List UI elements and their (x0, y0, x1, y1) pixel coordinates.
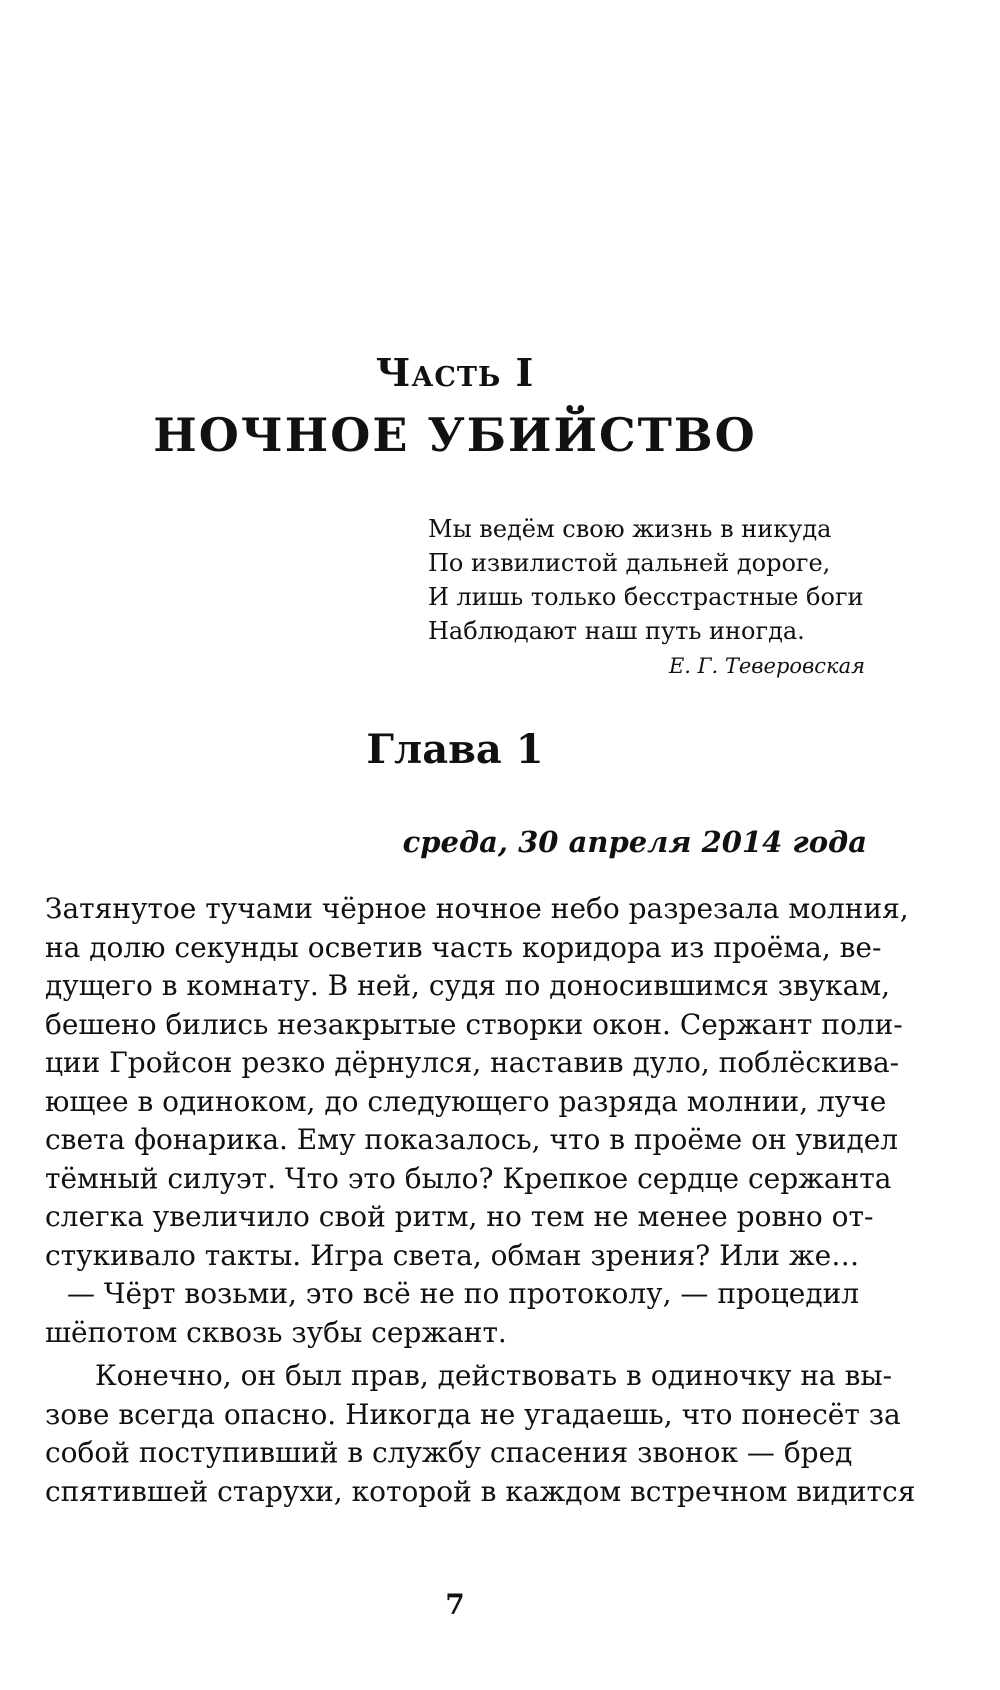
paragraph-start-line: Конечно, он был прав, действовать в одиночку на вы- (95, 1359, 893, 1392)
body-line: Затянутое тучами чёрное ночное небо разрезала молния, (45, 892, 909, 925)
body-line: бешено бились незакрытые створки окон. Сержант поли- (45, 1007, 903, 1041)
body-line: спятившей старухи, которой в каждом встречном видится (45, 1474, 916, 1508)
epigraph-line: Мы ведём свою жизнь в никуда (428, 515, 832, 543)
body-line: ющее в одиноком, до следующего разряда молнии, луче (45, 1084, 887, 1118)
dialog-line: — Чёрт возьми, это всё не по протоколу, — процедил (67, 1277, 860, 1310)
chapter-date: среда, 30 апреля 2014 года (402, 825, 867, 859)
body-line: шёпотом сквозь зубы сержант. (45, 1315, 507, 1349)
epigraph-line: По извилистой дальней дороге, (428, 549, 831, 577)
page-number: 7 (445, 1588, 465, 1621)
body-line: собой поступивший в службу спасения звонок — бред (45, 1436, 853, 1469)
body-line: тёмный силуэт. Что это было? Крепкое сердце сержанта (45, 1161, 892, 1195)
epigraph-line: И лишь только бесстрастные боги (428, 583, 864, 611)
body-line: ции Гройсон резко дёрнулся, наставив дуло, поблёскива- (45, 1046, 900, 1079)
body-line: дущего в комнату. В ней, судя по доносившимся звукам, (45, 969, 891, 1002)
epigraph-author: Е. Г. Теверовская (668, 654, 865, 678)
body-line: на долю секунды осветив часть коридора из проёма, ве- (45, 930, 882, 964)
part-label: Часть I (375, 350, 535, 395)
epigraph (428, 512, 878, 648)
body-text (45, 890, 916, 1511)
part-title: НОЧНОЕ УБИЙСТВО (153, 408, 757, 462)
epigraph-line: Наблюдают наш путь иногда. (428, 617, 805, 645)
body-line: света фонарика. Ему показалось, что в проёме он увидел (45, 1123, 899, 1156)
body-line: стукивало такты. Игра света, обман зрения? Или же… (45, 1238, 860, 1272)
body-line: слегка увеличило свой ритм, но тем не менее ровно от- (45, 1200, 874, 1233)
chapter-title: Глава 1 (366, 726, 544, 773)
body-line: зове всегда опасно. Никогда не угадаешь, что понесёт за (45, 1397, 901, 1431)
